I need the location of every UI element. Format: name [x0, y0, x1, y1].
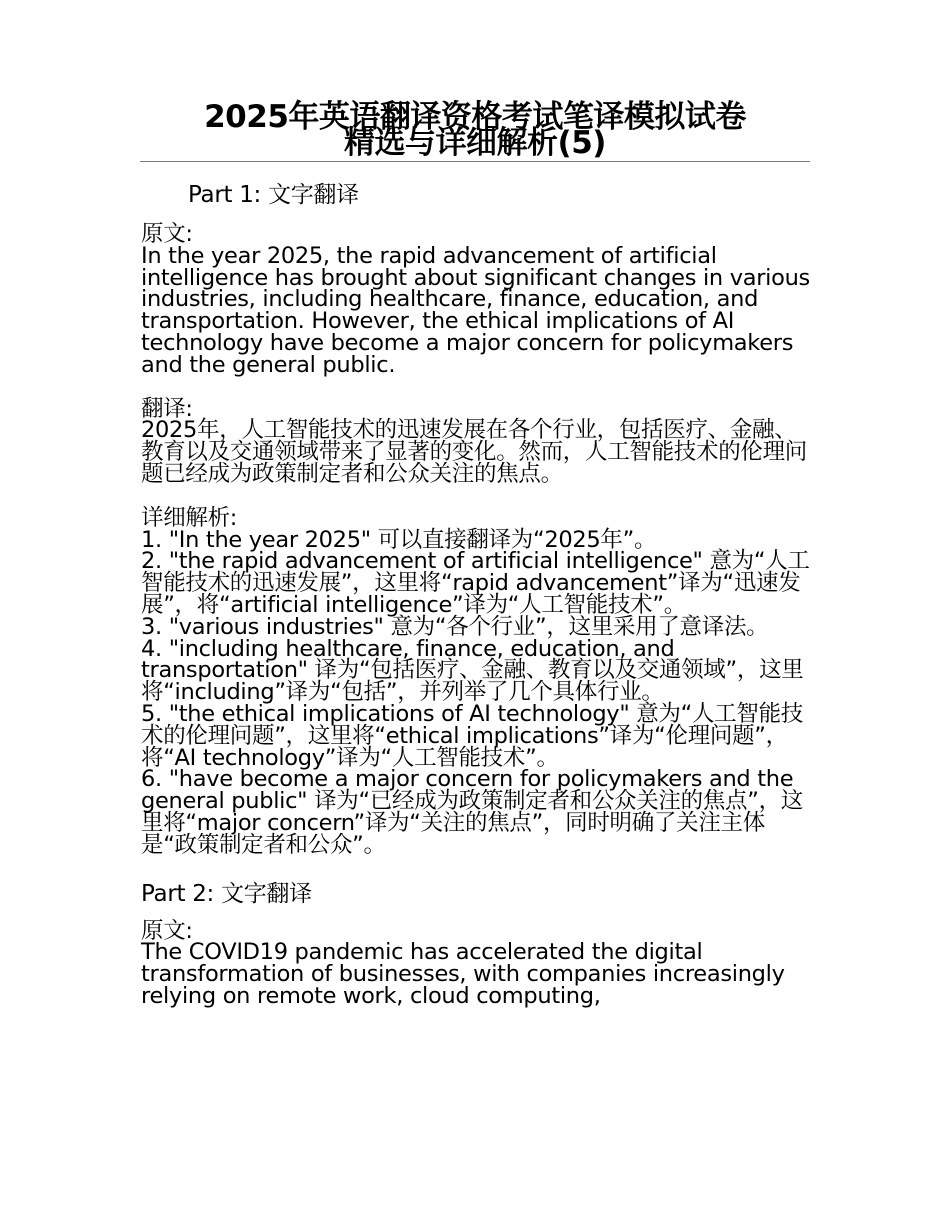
document-title — [140, 99, 810, 161]
part-1-source — [141, 221, 813, 378]
analysis-item: 2. "the rapid advancement of artificial intelligence" 意为“人工智能技术的迅速发展”，这里将“rapid advancement”译为“迅速发展”，将“artificial intelligence”译为“人工智能技术”。 — [141, 548, 810, 618]
analysis-item: 5. "the ethical implications of AI technology" 意为“人工智能技术的伦理问题”，这里将“ethical implications”译为“伦理问题”，将“AI technology”译为“人工智能技术”。 — [141, 700, 803, 771]
translation-label: 翻译: — [141, 395, 193, 422]
source-text: In the year 2025, the rapid advancement of artificial intelligence has brought about significant changes in various industries, including healthcare, finance, education, and transportation. However, the ethical implications of AI technology have become a major concern for policymakers and the general public. — [141, 242, 810, 378]
source-label: 原文: — [141, 221, 193, 247]
source-label: 原文: — [141, 917, 193, 944]
analysis-item: 6. "have become a major concern for policymakers and the general public" 译为“已经成为政策制定者和公众关注的焦点”，这里将“major concern”译为“关注的焦点”，同时明确了关注主体是“政策制定者和公众”。 — [141, 766, 803, 858]
title-underline — [140, 161, 810, 162]
analysis-item: 4. "including healthcare, finance, education, and transportation" 译为“包括医疗、金融、教育以及交通领域”，这里将“including”译为“包括”，并列举了几个具体行业。 — [141, 635, 804, 706]
translation-text: 2025年，人工智能技术的迅速发展在各个行业，包括医疗、金融、教育以及交通领域带来了显著的变化。然而，人工智能技术的伦理问题已经成为政策制定者和公众关注的焦点。 — [141, 417, 808, 487]
part-1-analysis — [141, 504, 813, 858]
analysis-item: 3. "various industries" 意为“各个行业”，这里采用了意译法。 — [141, 613, 769, 640]
document-body — [141, 180, 813, 1030]
analysis-label: 详细解析: — [141, 504, 238, 531]
part-1-translation — [141, 395, 813, 487]
part-2-heading: Part 2: 文字翻译 — [141, 880, 312, 907]
title-line-2: 精选与详细解析(5) — [344, 125, 606, 161]
analysis-item: 1. "In the year 2025" 可以直接翻译为“2025年”。 — [141, 526, 657, 553]
source-text: The COVID19 pandemic has accelerated the digital transformation of businesses, with companies increasingly relying on remote work, cloud computing, — [141, 939, 785, 1009]
title-line-1: 2025年英语翻译资格考试笔译模拟试卷 — [204, 99, 746, 135]
part-1-heading: Part 1: 文字翻译 — [188, 182, 359, 208]
part-2-source — [141, 917, 813, 1009]
